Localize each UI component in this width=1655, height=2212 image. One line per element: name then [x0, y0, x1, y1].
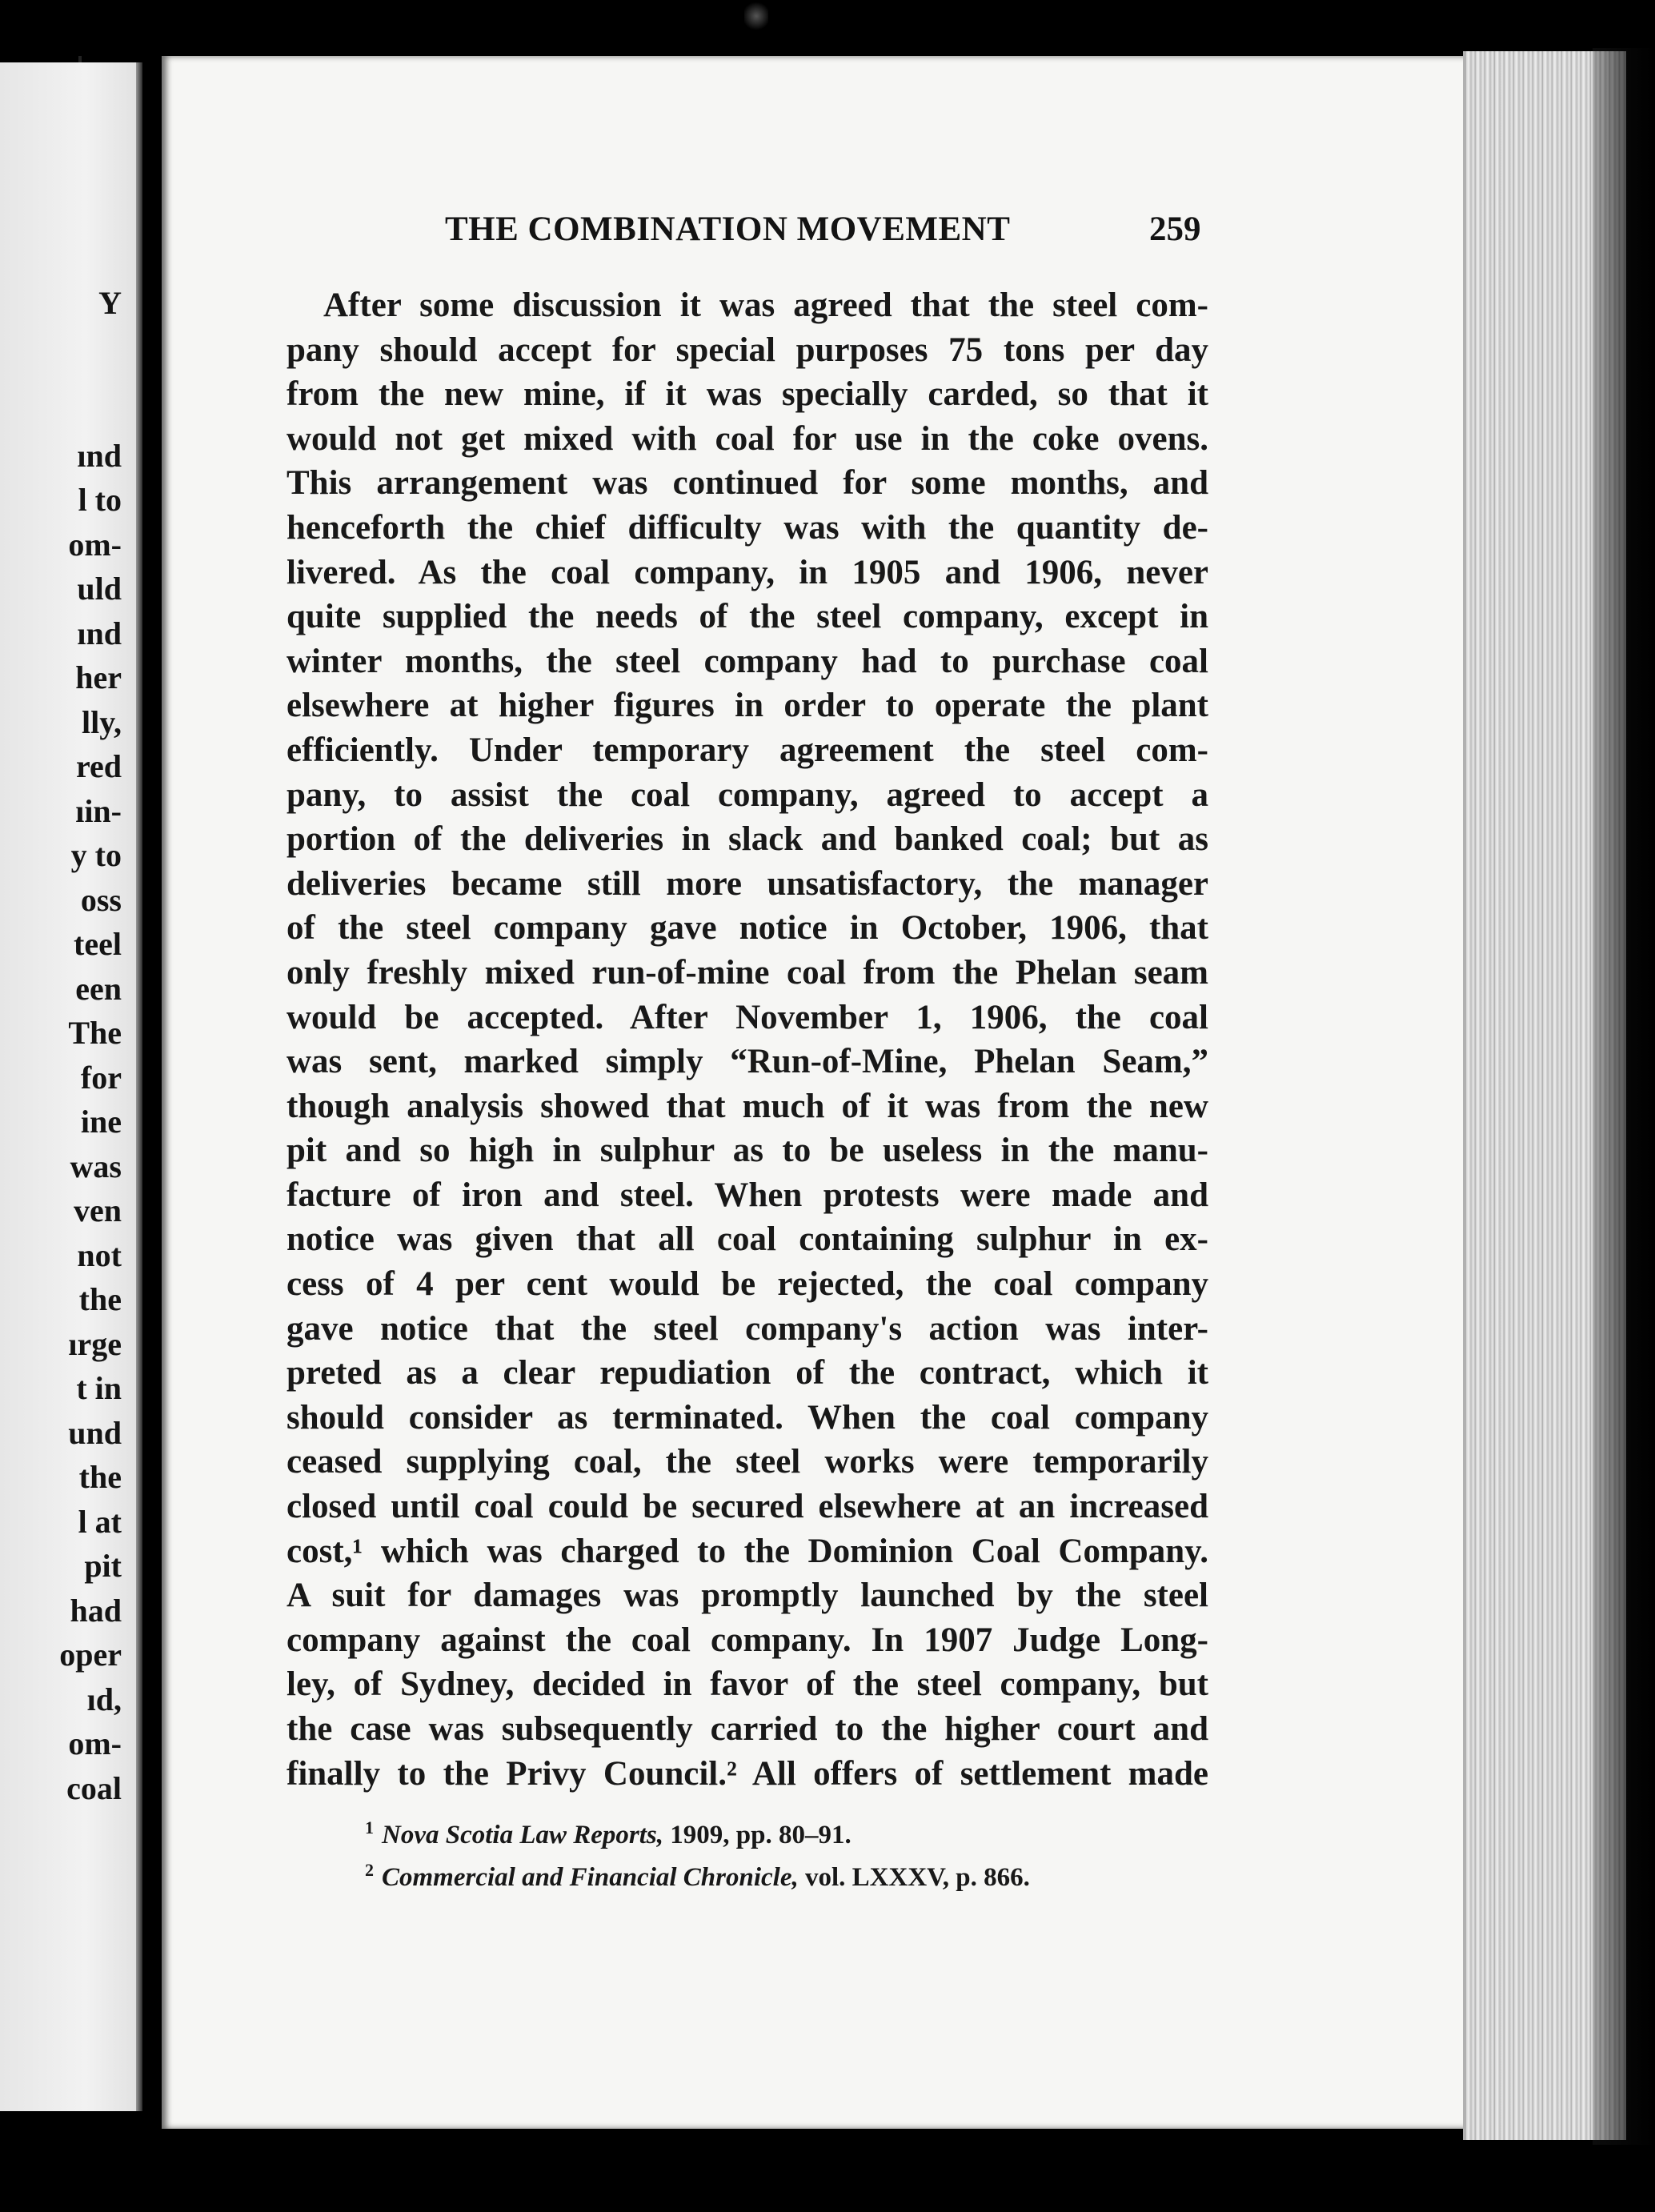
- footnote-source-title: Nova Scotia Law Reports,: [382, 1821, 663, 1849]
- left-page-line-fragment: the: [78, 1459, 122, 1495]
- text-line: deliveries became still more unsatisfactory, the manager: [287, 864, 1208, 903]
- text-line: facture of iron and steel. When protests were made and: [287, 1176, 1208, 1214]
- running-head: THE COMBINATION MOVEMENT: [445, 210, 1011, 248]
- text-line: henceforth the chief difficulty was with the quantity de-: [287, 508, 1208, 547]
- text-line: company against the coal company. In 1907 Judge Long-: [287, 1621, 1208, 1659]
- left-page-text: [59, 192, 122, 1810]
- text-line: from the new mine, if it was specially carded, so that it: [287, 375, 1208, 414]
- footnote-source-title: Commercial and Financial Chronicle,: [382, 1863, 799, 1892]
- left-page-line-fragment: ıd,: [86, 1681, 122, 1717]
- text-line: pany should accept for special purposes 75 tons per day: [287, 331, 1208, 369]
- footnote: [365, 1853, 1245, 1895]
- scan-speck: [744, 0, 768, 32]
- left-page-line-fragment: l at: [78, 1503, 122, 1540]
- left-page-line-fragment: om-: [68, 1725, 122, 1761]
- left-page-line-fragment: uld: [77, 571, 122, 607]
- footnote-citation: vol. LXXXV, p. 866.: [804, 1863, 1030, 1892]
- left-page-fold: [136, 62, 142, 2111]
- left-page-line-fragment: for: [80, 1059, 122, 1096]
- footnote: [365, 1810, 1245, 1853]
- text-line: would not get mixed with coal for use in the coke ovens.: [287, 419, 1208, 458]
- text-line: efficiently. Under temporary agreement the steel com-: [287, 731, 1208, 769]
- left-page-line-fragment: t in: [76, 1370, 122, 1406]
- left-page-line-fragment: oss: [80, 881, 122, 918]
- left-page-line-fragment: the: [78, 1281, 122, 1317]
- left-page-line-fragment: om-: [68, 526, 122, 563]
- left-page-line-fragment: red: [75, 748, 122, 784]
- text-line: would be accepted. After November 1, 1906, the coal: [287, 998, 1208, 1036]
- text-line: gave notice that the steel company's action was inter-: [287, 1309, 1208, 1348]
- text-line: quite supplied the needs of the steel company, except in: [287, 598, 1208, 636]
- text-line: ceased supplying coal, the steel works were temporarily: [287, 1443, 1208, 1481]
- left-page-line-fragment: The: [68, 1015, 122, 1051]
- text-line: cost,¹ which was charged to the Dominion Coal Company.: [287, 1532, 1208, 1570]
- left-page-fragment: [0, 62, 142, 2111]
- left-page-line-fragment: lly,: [81, 703, 122, 740]
- page-number: 259: [1149, 210, 1201, 248]
- text-line: finally to the Privy Council.² All offers of settlement made: [287, 1754, 1208, 1793]
- text-line: only freshly mixed run-of-mine coal from the Phelan seam: [287, 953, 1208, 992]
- text-line: winter months, the steel company had to purchase coal: [287, 642, 1208, 680]
- text-line: A suit for damages was promptly launched by the steel: [287, 1577, 1208, 1615]
- text-line: preted as a clear repudiation of the contract, which it: [287, 1354, 1208, 1393]
- left-page-line-fragment: pit: [84, 1548, 122, 1584]
- left-page-line-fragment: coal: [66, 1769, 122, 1806]
- text-line: closed until coal could be secured elsewhere at an increased: [287, 1488, 1208, 1526]
- left-page-line-fragment: ine: [80, 1104, 122, 1140]
- text-line: livered. As the coal company, in 1905 and 1906, never: [287, 553, 1208, 591]
- left-page-line-fragment: not: [77, 1236, 122, 1273]
- text-line: the case was subsequently carried to the higher court and: [287, 1710, 1208, 1748]
- text-line: notice was given that all coal containing sulphur in ex-: [287, 1220, 1208, 1259]
- body-text: [287, 283, 1208, 1796]
- left-page-line-fragment: und: [68, 1414, 122, 1451]
- left-page-line-fragment: ırge: [68, 1325, 122, 1362]
- left-page-line-fragment: y to: [70, 837, 122, 873]
- page-edges-shadow: [1593, 48, 1655, 2145]
- text-line: of the steel company gave notice in October, 1906, that: [287, 909, 1208, 948]
- text-line: elsewhere at higher figures in order to operate the plant: [287, 687, 1208, 725]
- text-line: should consider as terminated. When the coal company: [287, 1398, 1208, 1437]
- text-line: After some discussion it was agreed that the steel com-: [323, 287, 1208, 324]
- left-page-line-fragment: een: [75, 970, 122, 1007]
- footnote-mark: 1: [365, 1817, 374, 1837]
- left-page-line-fragment: ınd: [77, 437, 122, 474]
- text-line: cess of 4 per cent would be rejected, the coal company: [287, 1265, 1208, 1304]
- text-line: pit and so high in sulphur as to be useless in the manu-: [287, 1132, 1208, 1170]
- text-line: though analysis showed that much of it was from the new: [287, 1087, 1208, 1125]
- left-page-line-fragment: ıin-: [75, 792, 122, 829]
- text-line: pany, to assist the coal company, agreed to accept a: [287, 775, 1208, 814]
- left-page-line-fragment: ınd: [77, 615, 122, 651]
- left-page-line-fragment: ven: [74, 1192, 122, 1228]
- left-page-line-fragment: her: [75, 659, 122, 695]
- text-line: This arrangement was continued for some months, and: [287, 464, 1208, 503]
- text-line: was sent, marked simply “Run-of-Mine, Phelan Seam,”: [287, 1043, 1208, 1081]
- text-line: ley, of Sydney, decided in favor of the steel company, but: [287, 1665, 1208, 1704]
- left-page-line-fragment: was: [70, 1148, 122, 1184]
- left-page-line-fragment: oper: [59, 1637, 122, 1673]
- left-page-line-fragment: l to: [78, 482, 122, 518]
- footnote-mark: 2: [365, 1860, 374, 1880]
- text-line: portion of the deliveries in slack and banked coal; but as: [287, 820, 1208, 859]
- left-page-heading-fragment: Y: [98, 285, 122, 321]
- left-page-line-fragment: had: [70, 1592, 122, 1629]
- footnote-citation: 1909, pp. 80–91.: [670, 1821, 852, 1849]
- footnotes: [365, 1810, 1245, 1895]
- left-page-line-fragment: teel: [74, 926, 122, 962]
